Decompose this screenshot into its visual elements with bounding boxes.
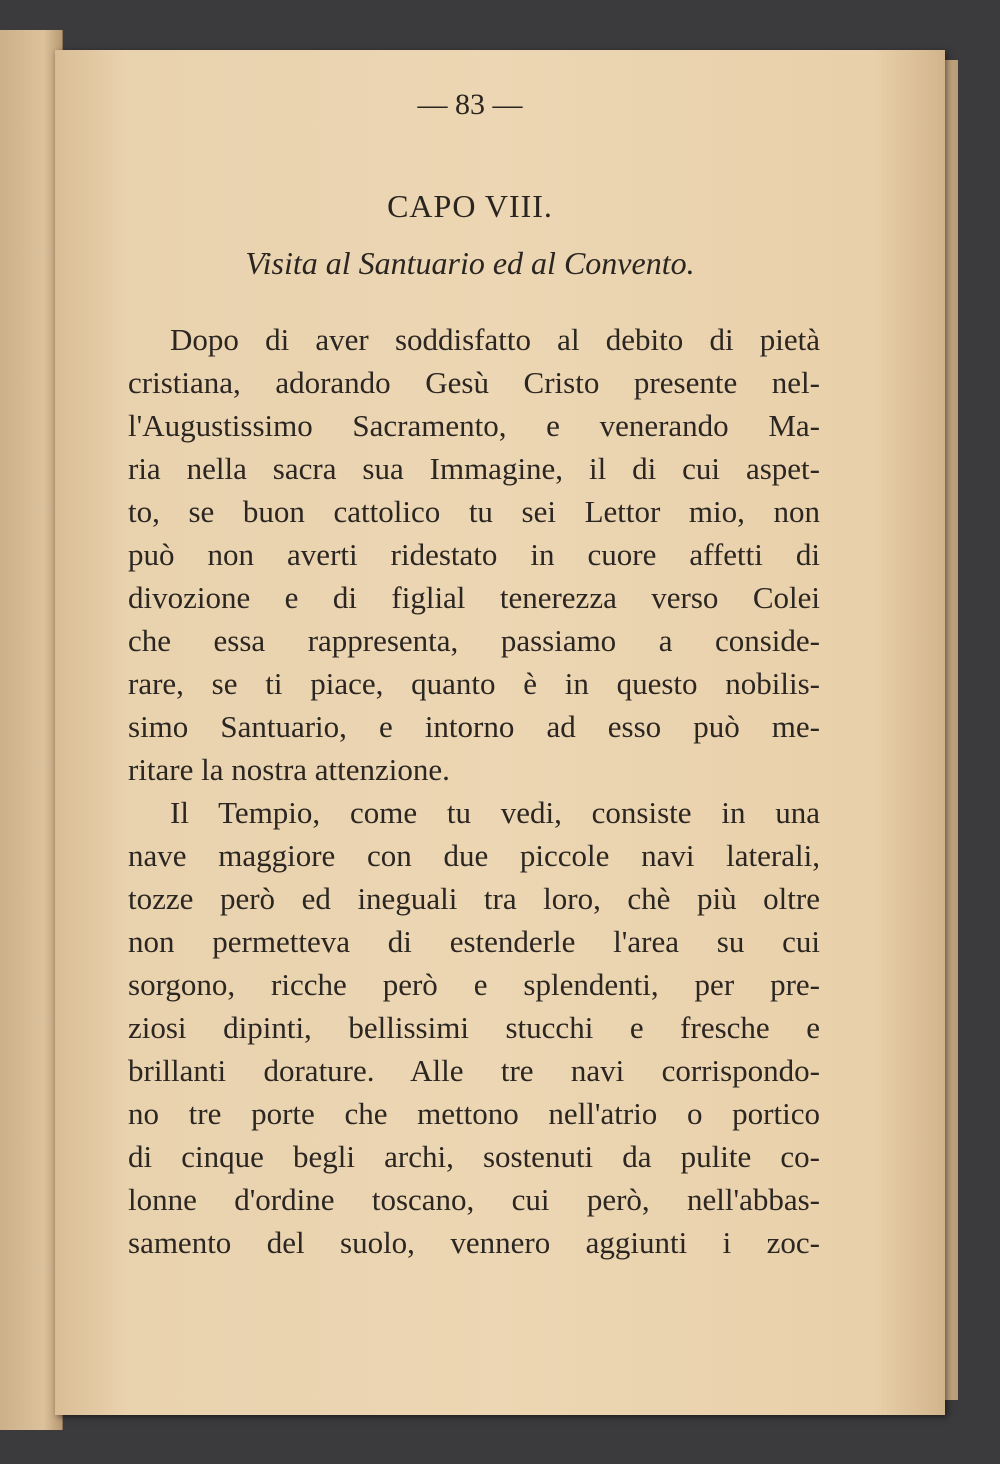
- text-line: non permetteva di estenderle l'area su cui: [128, 924, 820, 959]
- text-line: lonne d'ordine toscano, cui però, nell'abbas-: [128, 1182, 820, 1217]
- text-line: rare, se ti piace, quanto è in questo nobilis-: [128, 666, 820, 701]
- text-line: to, se buon cattolico tu sei Lettor mio, non: [128, 494, 820, 529]
- text-line: ria nella sacra sua Immagine, il di cui aspet-: [128, 451, 820, 486]
- text-line: ritare la nostra attenzione.: [128, 752, 450, 787]
- previous-page-edge: [0, 30, 63, 1430]
- text-line: l'Augustissimo Sacramento, e venerando Ma-: [128, 408, 820, 443]
- text-line: sorgono, ricche però e splendenti, per pre-: [128, 967, 820, 1002]
- text-line: può non averti ridestato in cuore affetti di: [128, 537, 820, 572]
- page-number: — 83 —: [417, 88, 523, 121]
- text-line: divozione e di figlial tenerezza verso Colei: [128, 580, 820, 615]
- text-line: di cinque begli archi, sostenuti da pulite co-: [128, 1139, 820, 1174]
- text-line: ziosi dipinti, bellissimi stucchi e fresche e: [128, 1010, 820, 1045]
- text-line: nave maggiore con due piccole navi laterali,: [128, 838, 820, 873]
- text-line: simo Santuario, e intorno ad esso può me-: [128, 709, 820, 744]
- text-line: no tre porte che mettono nell'atrio o portico: [128, 1096, 820, 1131]
- text-line: samento del suolo, vennero aggiunti i zoc-: [128, 1225, 820, 1260]
- text-line: brillanti dorature. Alle tre navi corrispondo-: [128, 1053, 820, 1088]
- chapter-heading: CAPO VIII.: [387, 188, 553, 224]
- text-line: Il Tempio, come tu vedi, consiste in una: [170, 795, 820, 830]
- text-line: che essa rappresenta, passiamo a conside-: [128, 623, 820, 658]
- text-line: Dopo di aver soddisfatto al debito di pietà: [170, 322, 820, 357]
- chapter-subtitle: Visita al Santuario ed al Convento.: [245, 245, 695, 281]
- text-line: tozze però ed ineguali tra loro, chè più oltre: [128, 881, 820, 916]
- text-line: cristiana, adorando Gesù Cristo presente nel-: [128, 365, 820, 400]
- body-text: [128, 318, 820, 1264]
